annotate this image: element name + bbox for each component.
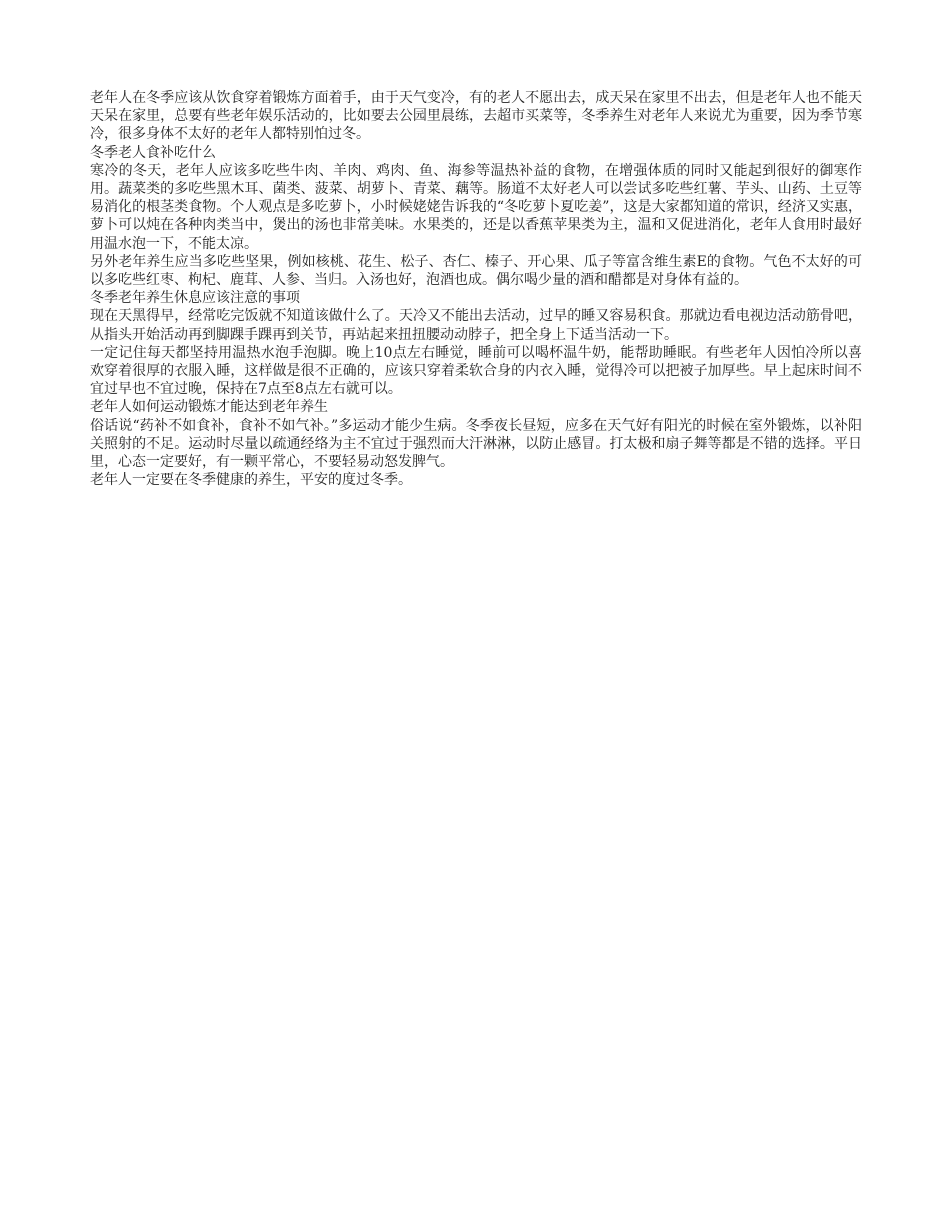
exercise-paragraph: 俗话说“药补不如食补，食补不如气补。”多运动才能少生病。冬季夜长昼短，应多在天气好有阳光的时候在室外锻炼，以补阳关照射的不足。运动时尽量以疏通经络为主不宜过于强烈而大汗淋淋，以防止感冒。打太极和扇子舞等都是不错的选择。平日里，心态一定要好，有一颗平常心，不要轻易动怒发脾气。 [90, 417, 862, 471]
closing-paragraph: 老年人一定要在冬季健康的养生，平安的度过冬季。 [90, 472, 412, 489]
article-body [90, 89, 862, 489]
intro-paragraph: 老年人在冬季应该从饮食穿着锻炼方面着手，由于天气变冷，有的老人不愿出去，成天呆在家里不出去，但是老年人也不能天天呆在家里，总要有些老年娱乐活动的，比如要去公园里晨练，去超市买菜等，冬季养生对老年人来说尤为重要，因为季节寒冷，很多身体不太好的老年人都特别怕过冬。 [90, 90, 862, 143]
diet-paragraph: 寒冷的冬天，老年人应该多吃些牛肉、羊肉、鸡肉、鱼、海参等温热补益的食物，在增强体质的同时又能起到很好的御寒作用。蔬菜类的多吃些黑木耳、菌类、菠菜、胡萝卜、青菜、藕等。肠道不太好老人可以尝试多吃些红薯、芋头、山药、土豆等易消化的根茎类食物。个人观点是多吃萝卜，小时候姥姥告诉我的“冬吃萝卜夏吃姜”，这是大家都知道的常识，经济又实惠，萝卜可以炖在各种肉类当中，煲出的汤也非常美味。水果类的，还是以香蕉苹果类为主，温和又促进消化，老年人食用时最好用温水泡一下，不能太凉。 [90, 162, 862, 252]
section-heading-exercise: 老年人如何运动锻炼才能达到老年养生 [90, 399, 328, 416]
sleep-paragraph: 一定记住每天都坚持用温热水泡手泡脚。晚上10点左右睡觉，睡前可以喝杯温牛奶，能帮助睡眠。有些老年人因怕冷所以喜欢穿着很厚的衣服入睡，这样做是很不正确的，应该只穿着柔软合身的内衣入睡，觉得冷可以把被子加厚些。早上起床时间不宜过早也不宜过晚，保持在7点至8点左右就可以。 [90, 344, 862, 398]
evening-activity-paragraph: 现在天黑得早，经常吃完饭就不知道该做什么了。天冷又不能出去活动，过早的睡又容易积食。那就边看电视边活动筋骨吧，从指头开始活动再到脚踝手踝再到关节，再站起来扭扭腰动动脖子，把全身上下适当活动一下。 [90, 308, 862, 343]
section-heading-rest: 冬季老年养生休息应该注意的事项 [90, 290, 300, 307]
nuts-paragraph: 另外老年养生应当多吃些坚果，例如核桃、花生、松子、杏仁、榛子、开心果、瓜子等富含维生素E的食物。气色不太好的可以多吃些红枣、枸杞、鹿茸、人参、当归。入汤也好，泡酒也成。偶尔喝少量的酒和醋都是对身体有益的。 [90, 253, 862, 289]
section-heading-diet: 冬季老人食补吃什么 [90, 144, 216, 161]
